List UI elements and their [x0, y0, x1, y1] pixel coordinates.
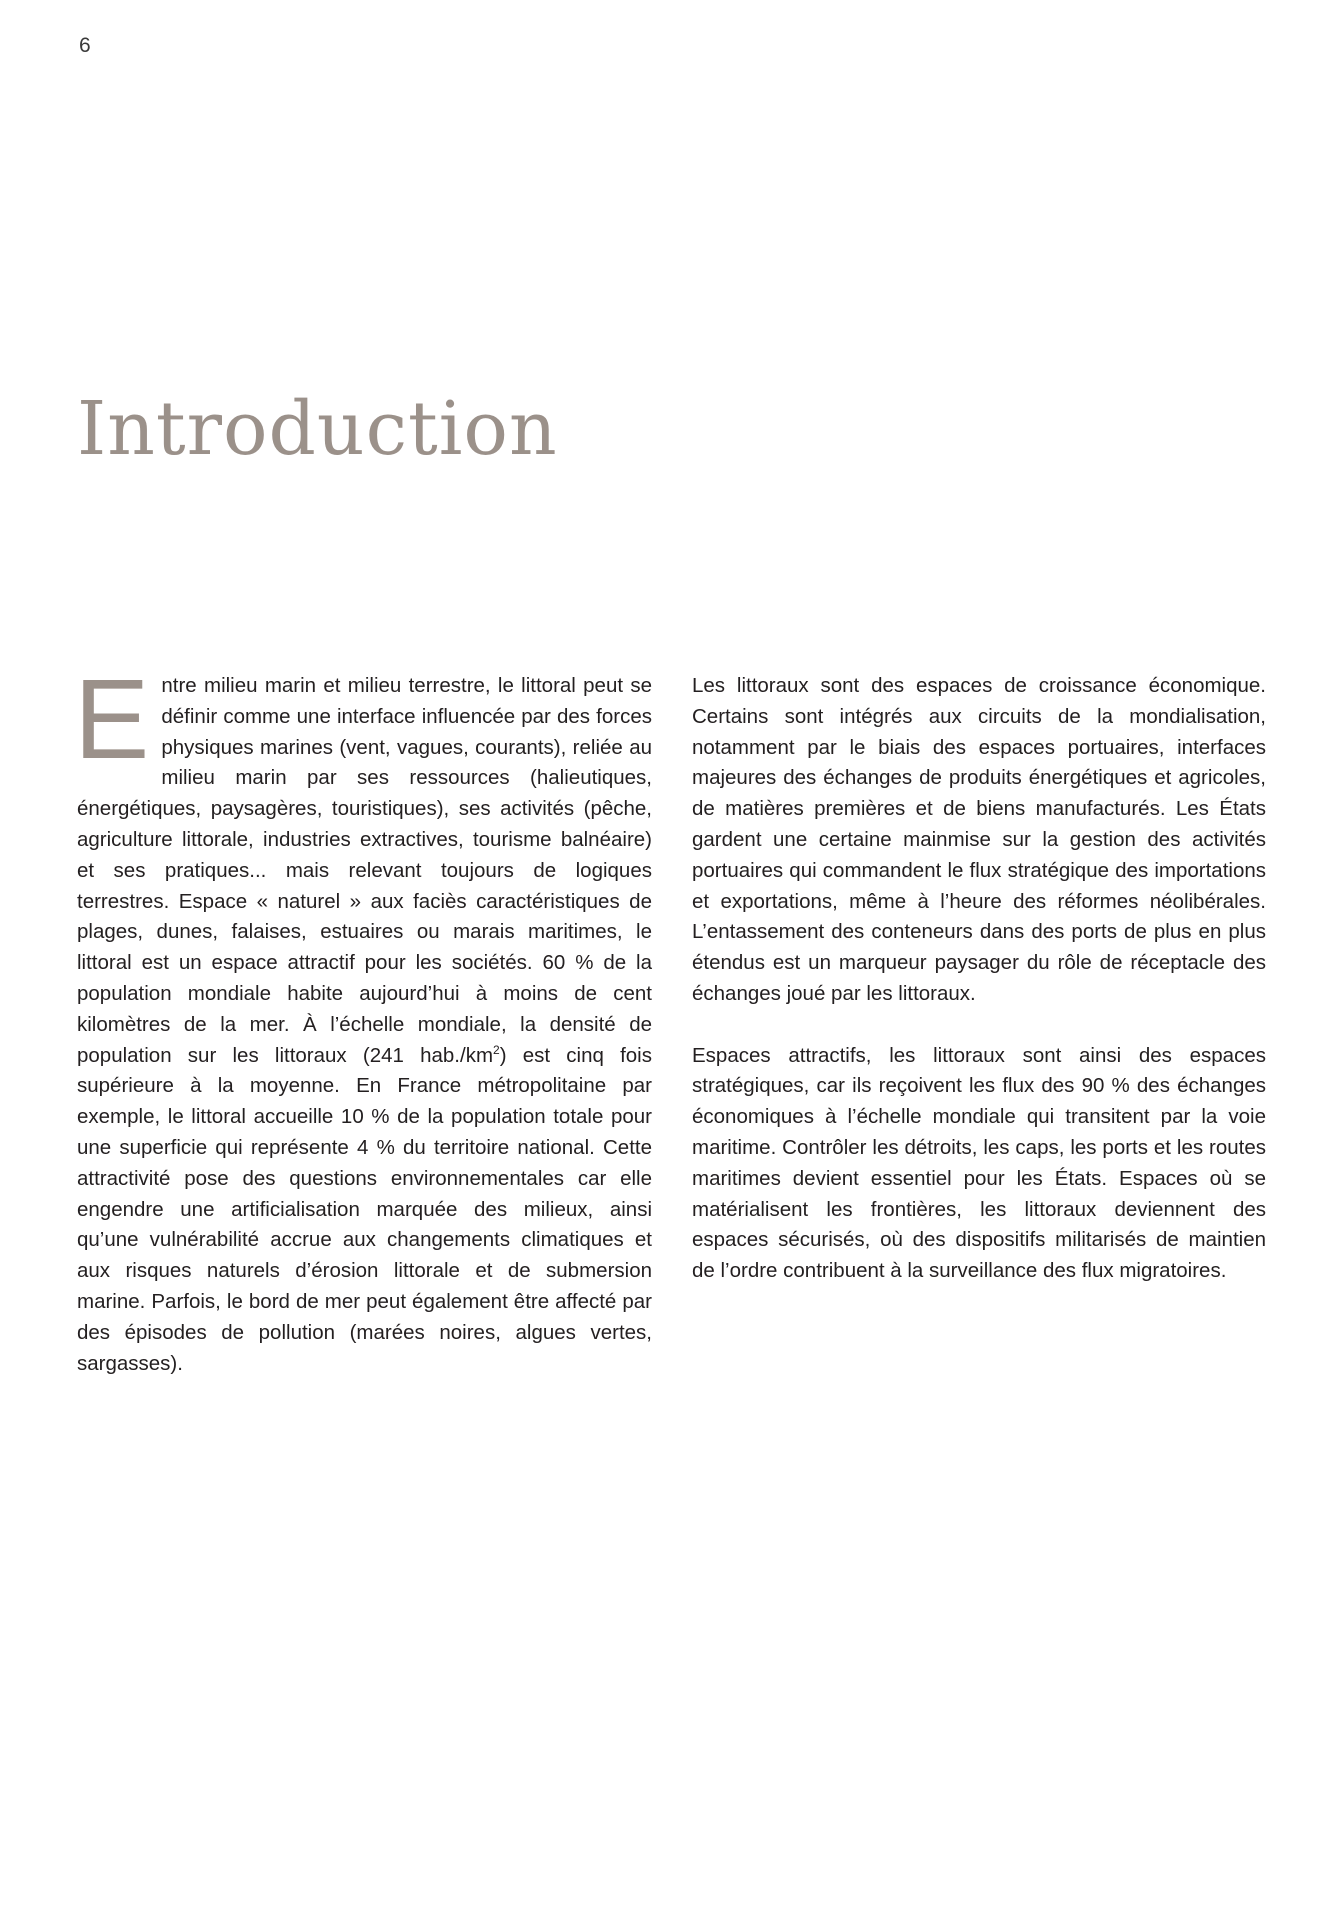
paragraph-economic-growth: Les littoraux sont des espaces de croissance économique. Certains sont intégrés aux circuits de la mondialisation, notamment par le biais des espaces portuaires, interfaces majeures des échanges de produits énergétiques et agricoles, de matières premières et de biens manufacturés. Les États gardent une certaine mainmise sur la gestion des activités portuaires qui commandent le flux stratégique des importations et exportations, même à l’heure des réformes néolibérales. L’entassement des conteneurs dans des ports de plus en plus étendus est un marqueur paysager du rôle de réceptacle des échanges joué par les littoraux. — [692, 674, 1266, 1005]
right-column — [692, 671, 1266, 1287]
page-title: Introduction — [77, 386, 558, 472]
paragraph-strategic-spaces: Espaces attractifs, les littoraux sont ainsi des espaces stratégiques, car ils reçoivent les flux des 90 % des échanges économiques à l’échelle mondiale qui transitent par la voie maritime. Contrôler les détroits, les caps, les ports et les routes maritimes devient essentiel pour les États. Espaces où se matérialisent les frontières, les littoraux deviennent des espaces sécurisés, où des dispositifs militarisés de maintien de l’ordre contribuent à la surveillance des flux migratoires. — [692, 1043, 1266, 1283]
left-column — [74, 656, 652, 1379]
drop-cap: E — [74, 656, 150, 782]
intro-text-part-2: ) est cinq fois supérieure à la moyenne. En France métropolitaine par exemple, le littoral accueille 10 % de la population totale pour une superficie qui représente 4 % du territoire national. Cette attractivité pose des questions environnementales car elle engendre une artificialisation marquée des milieux, ainsi qu’une vulnérabilité accrue aux changements climatiques et aux risques naturels d’érosion littorale et de submersion marine. Parfois, le bord de mer peut également être affecté par des épisodes de pollution (marées noires, algues vertes, sargasses). — [77, 1043, 652, 1375]
intro-paragraph — [74, 656, 652, 1379]
intro-text-part-1: ntre milieu marin et milieu terrestre, le littoral peut se définir comme une interface influencée par des forces physiques marines (vent, vagues, courants), reliée au milieu marin par ses ressources (halieutiques, énergétiques, paysagères, touristiques), ses activités (pêche, agriculture littorale, industries extractives, tourisme balnéaire) et ses pratiques... mais relevant toujours de logiques terrestres. Espace « naturel » aux faciès caractéristiques de plages, dunes, falaises, estuaires ou marais maritimes, le littoral est un espace attractif pour les sociétés. 60 % de la population mondiale habite aujourd’hui à moins de cent kilomètres de la mer. À l’échelle mondiale, la densité de population sur les littoraux (241 hab./km — [77, 674, 652, 1067]
superscript: 2 — [493, 1042, 500, 1057]
page-number: 6 — [79, 34, 91, 57]
